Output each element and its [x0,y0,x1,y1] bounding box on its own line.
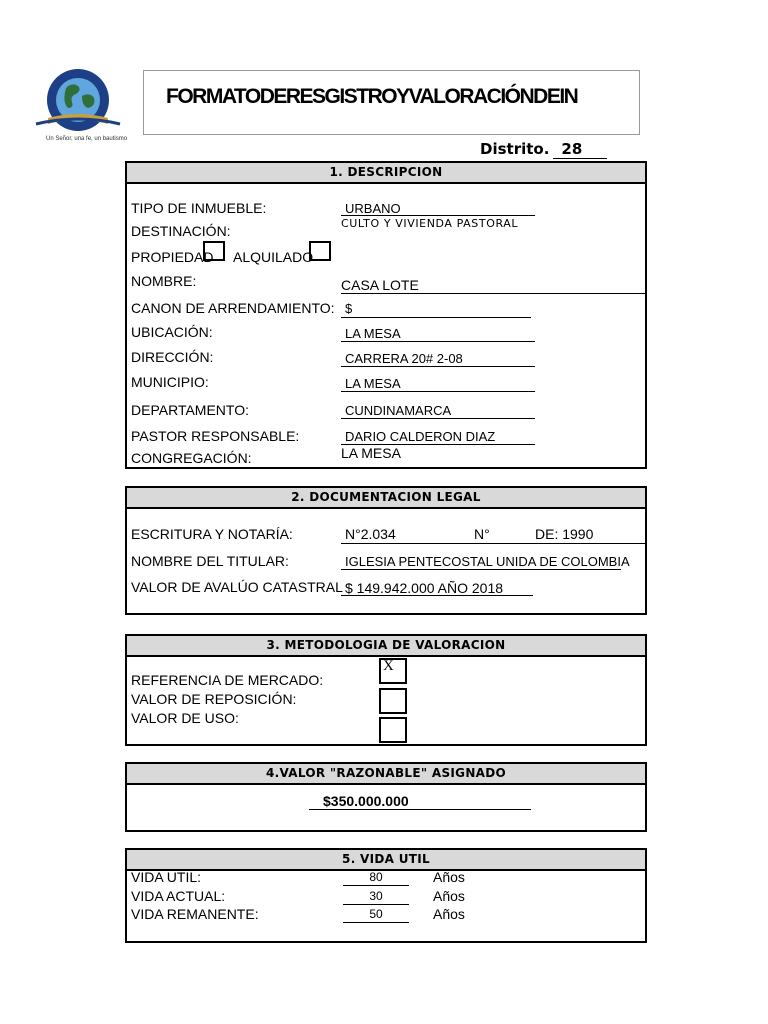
distrito-label: Distrito. [480,140,550,158]
nombre-value: CASA LOTE [341,277,419,293]
reposicion-checkbox[interactable] [379,688,407,714]
propiedad-label: PROPIEDAD [131,249,214,265]
direccion-value: CARRERA 20# 2-08 [345,351,463,366]
section-title: 3. METODOLOGIA DE VALORACION [127,636,645,657]
section-title: 1. DESCRIPCION [127,163,645,184]
vida-util-unit: Años [433,869,465,885]
vida-actual-unit: Años [433,888,465,904]
notaria-label: N° [474,526,490,542]
vida-remanente-label: VIDA REMANENTE: [131,906,259,922]
section-title: 4.VALOR "RAZONABLE" ASIGNADO [127,764,645,785]
municipio-label: MUNICIPIO: [131,374,209,390]
departamento-value: CUNDINAMARCA [345,403,452,418]
canon-label: CANON DE ARRENDAMIENTO: [131,300,335,316]
section-valor-razonable [125,762,647,832]
congregacion-value: LA MESA [341,445,401,461]
section-vida-util [125,848,647,943]
titular-value: IGLESIA PENTECOSTAL UNIDA DE COLOMBIA [345,554,630,569]
departamento-label: DEPARTAMENTO: [131,402,249,418]
uso-checkbox[interactable] [379,717,407,743]
church-logo [22,66,134,148]
municipio-value: LA MESA [345,376,401,391]
canon-value: $ [345,301,353,316]
page-title: FORMATODERESGISTROYVALORACIÓNDEIN [166,85,578,108]
vida-util-label: VIDA UTIL: [131,869,202,885]
congregacion-label: CONGREGACIÓN: [131,450,252,466]
tipo-value: URBANO [345,201,401,216]
mercado-checkbox[interactable] [379,658,407,684]
vida-remanente-unit: Años [433,906,465,922]
alquilado-label: ALQUILADO [233,249,314,265]
escritura-number: N°2.034 [345,526,396,542]
uso-label: VALOR DE USO: [131,710,239,726]
section-metodologia [125,634,647,746]
avaluo-value: $ 149.942.000 AÑO 2018 [345,580,504,596]
vida-remanente-value: 50 [343,907,409,923]
vida-actual-value: 30 [343,889,409,905]
mercado-label: REFERENCIA DE MERCADO: [131,672,324,688]
escritura-year: DE: 1990 [535,526,594,542]
check-mark: X [383,658,394,674]
escritura-label: ESCRITURA Y NOTARÍA: [131,526,293,542]
distrito-field [480,140,607,159]
section-title: 5. VIDA UTIL [127,850,645,871]
direccion-label: DIRECCIÓN: [131,349,214,365]
reposicion-label: VALOR DE REPOSICIÓN: [131,691,297,707]
destinacion-value: CULTO Y VIVIENDA PASTORAL [341,217,519,230]
distrito-value: 28 [553,140,607,159]
propiedad-checkbox[interactable] [203,241,225,261]
valor-razonable-value: $350.000.000 [323,793,409,809]
title-box [143,70,640,135]
avaluo-label: VALOR DE AVALÚO CATASTRAL [131,579,343,595]
pastor-label: PASTOR RESPONSABLE: [131,428,300,444]
tipo-label: TIPO DE INMUEBLE: [131,200,267,216]
vida-util-value: 80 [343,870,409,886]
section-title: 2. DOCUMENTACION LEGAL [127,488,645,509]
destinacion-label: DESTINACIÓN: [131,223,231,239]
logo-caption: Un Señor, una fe, un bautismo [46,136,128,142]
section-descripcion [125,161,647,469]
nombre-label: NOMBRE: [131,273,197,289]
titular-label: NOMBRE DEL TITULAR: [131,553,289,569]
vida-actual-label: VIDA ACTUAL: [131,888,226,904]
pastor-value: DARIO CALDERON DIAZ [345,429,496,444]
ubicacion-value: LA MESA [345,326,401,341]
section-documentacion [125,486,647,615]
ubicacion-label: UBICACIÓN: [131,324,213,340]
alquilado-checkbox[interactable] [309,241,331,261]
